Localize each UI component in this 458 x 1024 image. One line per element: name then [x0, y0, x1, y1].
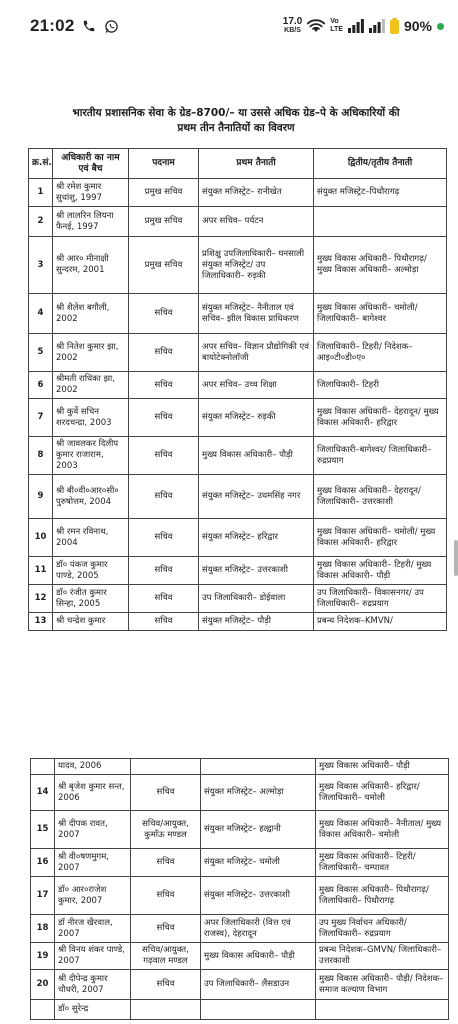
table-row: [29, 519, 447, 557]
header-designation: पदनाम: [129, 149, 199, 179]
later-postings-cell: मुख्य विकास अधिकारी– देहरादून/ मुख्य विकास अधिकारी– हरिद्वार: [314, 399, 447, 437]
designation-cell: सचिव: [129, 334, 199, 372]
network-speed-value: 17.0: [282, 16, 303, 27]
table-row: [31, 915, 449, 943]
designation-cell: सचिव: [129, 475, 199, 519]
designation-cell: सचिव: [129, 437, 199, 475]
designation-cell: प्रमुख सचिव: [129, 207, 199, 237]
designation-cell: सचिव: [129, 372, 199, 399]
later-postings-cell: मुख्य विकास अधिकारी– पौड़ी/ निदेशक– समाज कल्याण विभाग: [316, 970, 449, 1000]
battery-percent: 90%: [403, 18, 432, 34]
signal-icon-2: [369, 19, 385, 33]
battery-icon: [390, 18, 399, 34]
header-later-postings: द्वितीय/तृतीय तैनाती: [314, 149, 447, 179]
first-posting-cell: संयुक्त मजिस्ट्रेट– पौड़ी: [199, 613, 314, 631]
designation-cell: प्रमुख सचिव: [129, 237, 199, 294]
table-row: [31, 811, 449, 849]
first-posting-cell: संयुक्त मजिस्ट्रेट– हल्द्वानी: [201, 811, 316, 849]
postings-table: [28, 148, 447, 631]
name-cell: श्री विनय शंकर पाण्डे, 2007: [55, 943, 131, 970]
serial-cell: 11: [29, 557, 53, 585]
name-cell: श्री जावलकर दिलीप कुमार राजाराम, 2003: [53, 437, 129, 475]
table-row: [31, 849, 449, 877]
first-posting-cell: अपर सचिव– विज्ञान प्रौद्योगिकी एवं बायोटेक्नोलॉजी: [199, 334, 314, 372]
table-row: [31, 775, 449, 811]
name-cell: डॉ० रंजीत कुमार सिन्हा, 2005: [53, 585, 129, 613]
serial-cell: 6: [29, 372, 53, 399]
serial-cell: 20: [31, 970, 55, 1000]
later-postings-cell: जिलाधिकारी– टिहरी/ निदेशक– आइ०टी०डी०ए०: [314, 334, 447, 372]
document-title-line-2: प्रथम तीन तैनातियों का विवरण: [177, 122, 295, 134]
status-bar: [0, 0, 458, 52]
later-postings-cell: [316, 1000, 449, 1020]
table-row: [31, 877, 449, 915]
first-posting-cell: संयुक्त मजिस्ट्रेट– उधमसिंह नगर: [199, 475, 314, 519]
first-posting-cell: अपर जिलाधिकारी (वित्त एवं राजस्व), देहरादून: [201, 915, 316, 943]
first-posting-cell: अपर सचिव– पर्यटन: [199, 207, 314, 237]
status-right: [283, 17, 444, 35]
name-cell: श्री बी०वी०आर०सी० पुरुषोत्तम, 2004: [53, 475, 129, 519]
serial-cell: 4: [29, 294, 53, 334]
later-postings-cell: जिलाधिकारी–बागेश्वर/ जिलाधिकारी– रुद्रप्रयाग: [314, 437, 447, 475]
table-row: [29, 437, 447, 475]
name-cell: श्री बृजेश कुमार सन्त, 2006: [55, 775, 131, 811]
table-row: [29, 294, 447, 334]
volte-top: Vo: [330, 18, 339, 25]
header-first-posting: प्रथम तैनाती: [199, 149, 314, 179]
privacy-dot-icon: [437, 23, 444, 30]
first-posting-cell: संयुक्त मजिस्ट्रेट– उत्तरकाशी: [201, 877, 316, 915]
name-cell: श्री नितेश कुमार झा, 2002: [53, 334, 129, 372]
designation-cell: सचिव: [131, 775, 201, 811]
table-row: [29, 237, 447, 294]
no-continued-cell: [31, 759, 55, 775]
table-row: [29, 557, 447, 585]
serial-cell: 17: [31, 877, 55, 915]
later-postings-cell: मुख्य विकास अधिकारी– चमोली/ मुख्य विकास अधिकारी– हरिद्वार: [314, 519, 447, 557]
table-row: [29, 334, 447, 372]
name-cell: श्री कुर्वे सचिन शरदचन्द्रा, 2003: [53, 399, 129, 437]
designation-cell: सचिव: [131, 849, 201, 877]
table-row: [29, 179, 447, 207]
header-serial: क्र.सं.: [29, 149, 53, 179]
first-posting-cell: उप जिलाधिकारी– लैंसडाउन: [201, 970, 316, 1000]
first-posting-cell: संयुक्त मजिस्ट्रेट– चमोली: [201, 849, 316, 877]
name-cell: डॉ० पंकज कुमार पाण्डे, 2005: [53, 557, 129, 585]
serial-cell: 1: [29, 179, 53, 207]
later-postings-cell: जिलाधिकारी– टिहरी: [314, 372, 447, 399]
designation-cell: सचिव: [129, 585, 199, 613]
whatsapp-icon: [104, 19, 119, 34]
designation-cell: सचिव: [131, 970, 201, 1000]
serial-cell: 2: [29, 207, 53, 237]
name-cell: श्री रमेश कुमार सुधांशु, 1997: [53, 179, 129, 207]
serial-cell: 15: [31, 811, 55, 849]
designation-cell: सचिव/आयुक्त, गढ़वाल मण्डल: [131, 943, 201, 970]
first-posting-cell: उप जिलाधिकारी– डोईवाला: [199, 585, 314, 613]
first-posting-cell: मुख्य विकास अधिकारी– पौड़ी: [201, 943, 316, 970]
first-posting-cell: संयुक्त मजिस्ट्रेट– उत्तरकाशी: [199, 557, 314, 585]
first-posting-cell: संयुक्त मजिस्ट्रेट– अल्मोड़ा: [201, 775, 316, 811]
table-row: [29, 613, 447, 631]
name-cell: श्री दीपेन्द्र कुमार चौधरी, 2007: [55, 970, 131, 1000]
serial-cell: 10: [29, 519, 53, 557]
designation-cell: [131, 1000, 201, 1020]
signal-icon: [348, 19, 364, 33]
table-body: [29, 179, 447, 631]
first-posting-cell: अपर सचिव– उच्च शिक्षा: [199, 372, 314, 399]
table-row: [29, 475, 447, 519]
table-row: [29, 207, 447, 237]
serial-cell: 19: [31, 943, 55, 970]
later-postings-cell: मुख्य विकास अधिकारी– हरिद्वार/ जिलाधिकारी– चमोली: [316, 775, 449, 811]
serial-cell: 13: [29, 613, 53, 631]
table-row: [29, 399, 447, 437]
later-postings-cell: मुख्य विकास अधिकारी– पिथौरागढ़/ जिलाधिकारी– पिथौरागढ़: [316, 877, 449, 915]
designation-cell: सचिव/आयुक्त, कुमाँऊ मण्डल: [131, 811, 201, 849]
first-posting-cell: संयुक्त मजिस्ट्रेट– रुड़की: [199, 399, 314, 437]
serial-cell: 16: [31, 849, 55, 877]
designation-continued-cell: [131, 759, 201, 775]
designation-cell: सचिव: [129, 519, 199, 557]
designation-cell: सचिव: [129, 294, 199, 334]
name-cell: श्री रमन रविनाथ, 2004: [53, 519, 129, 557]
clock-time: 21:02: [30, 16, 75, 35]
later-postings-cell: [314, 207, 447, 237]
volte-bottom: LTE: [330, 26, 343, 33]
name-cell: श्री वी०षणमुगम, 2007: [55, 849, 131, 877]
document-title: [22, 98, 450, 136]
name-continued-cell: यादव, 2006: [55, 759, 131, 775]
postings-table-continued: [30, 758, 449, 1020]
serial-cell: 12: [29, 585, 53, 613]
document-page-1: [22, 98, 450, 763]
designation-cell: सचिव: [129, 399, 199, 437]
name-cell: श्रीमती राधिका झा, 2002: [53, 372, 129, 399]
designation-cell: सचिव: [131, 915, 201, 943]
serial-cell: [31, 1000, 55, 1020]
serial-cell: 3: [29, 237, 53, 294]
serial-cell: 5: [29, 334, 53, 372]
table-header-row: [29, 149, 447, 179]
later-postings-cell: प्रबन्ध निदेशक–GMVN/ जिलाधिकारी– उत्तरकाशी: [316, 943, 449, 970]
table-row: [29, 372, 447, 399]
first-posting-cell: मुख्य विकास अधिकारी– पौड़ी: [199, 437, 314, 475]
later-continued-cell: मुख्य विकास अधिकारी– पौड़ी: [316, 759, 449, 775]
volte-indicator: [330, 18, 343, 34]
name-cell: श्री दीपक रावत, 2007: [55, 811, 131, 849]
phone-call-icon: [82, 19, 96, 33]
later-postings-cell: मुख्य विकास अधिकारी– टिहरी/ जिलाधिकारी– चम्पावत: [316, 849, 449, 877]
designation-cell: सचिव: [129, 557, 199, 585]
later-postings-cell: उप मुख्य निर्वाचन अधिकारी/ जिलाधिकारी– रुद्रप्रयाग: [316, 915, 449, 943]
table-row: [29, 585, 447, 613]
header-name: अधिकारी का नाम एवं बैच: [53, 149, 129, 179]
name-cell: श्री आर० मीनाक्षी सुन्दरम, 2001: [53, 237, 129, 294]
later-postings-cell: मुख्य विकास अधिकारी– देहरादून/ जिलाधिकारी– उत्तरकाशी: [314, 475, 447, 519]
later-postings-cell: मुख्य विकास अधिकारी– चमोली/ जिलाधिकारी– बागेश्वर: [314, 294, 447, 334]
network-speed-unit: KB/S: [284, 27, 301, 34]
name-cell: श्री चन्द्रेश कुमार: [53, 613, 129, 631]
designation-cell: सचिव: [129, 613, 199, 631]
later-postings-cell: मुख्य विकास अधिकारी– पिथौरागढ़/ मुख्य विकास अधिकारी– अल्मोड़ा: [314, 237, 447, 294]
name-cell: डॉ नीरज खैरवाल, 2007: [55, 915, 131, 943]
name-cell: डॉ० सुरेन्द्र: [55, 1000, 131, 1020]
table-row: [31, 970, 449, 1000]
table-body-continued: [31, 759, 449, 1020]
first-posting-cell: संयुक्त मजिस्ट्रेट– हरिद्वार: [199, 519, 314, 557]
designation-cell: सचिव: [131, 877, 201, 915]
later-postings-cell: प्रबन्ध निदेशक–KMVN/: [314, 613, 447, 631]
later-postings-cell: संयुक्त मजिस्ट्रेट–पिथौरागढ़: [314, 179, 447, 207]
first-posting-cell: प्रशिक्षु उपजिलाधिकारी– घनसाली संयुक्त मजिस्ट्रेट/ उप जिलाधिकारी– रुड़की: [199, 237, 314, 294]
designation-cell: प्रमुख सचिव: [129, 179, 199, 207]
wifi-icon: [307, 19, 325, 33]
scroll-handle[interactable]: [454, 540, 458, 576]
later-postings-cell: उप जिलाधिकारी– विकासनगर/ उप जिलाधिकारी– रुद्रप्रयाग: [314, 585, 447, 613]
status-left: [30, 16, 119, 36]
network-speed: [283, 17, 302, 35]
first-posting-cell: [201, 1000, 316, 1020]
serial-cell: 8: [29, 437, 53, 475]
later-postings-cell: मुख्य विकास अधिकारी– नैनीताल/ मुख्य विकास अधिकारी– चमोली: [316, 811, 449, 849]
first-posting-cell: संयुक्त मजिस्ट्रेट– रानीखेत: [199, 179, 314, 207]
serial-cell: 9: [29, 475, 53, 519]
document-page-2: [22, 752, 450, 1024]
table-row: [31, 943, 449, 970]
first-posting-cell: संयुक्त मजिस्ट्रेट– नैनीताल एवं सचिव– झील विकास प्राधिकरण: [199, 294, 314, 334]
table-row: [31, 1000, 449, 1020]
name-cell: श्री शैलेश बगौली, 2002: [53, 294, 129, 334]
later-postings-cell: मुख्य विकास अधिकारी– टिहरी/ मुख्य विकास अधिकारी– पौड़ी: [314, 557, 447, 585]
name-cell: डॉ० आर०राजेश कुमार, 2007: [55, 877, 131, 915]
name-cell: श्री लालरिन लियना फैनई, 1997: [53, 207, 129, 237]
serial-cell: 18: [31, 915, 55, 943]
serial-cell: 14: [31, 775, 55, 811]
serial-cell: 7: [29, 399, 53, 437]
document-title-line-1: भारतीय प्रशासनिक सेवा के ग्रेड–8700/– या उससे अधिक ग्रेड–पे के अधिकारियों की: [72, 107, 400, 119]
table-row-continued: [31, 759, 449, 775]
first-continued-cell: [201, 759, 316, 775]
